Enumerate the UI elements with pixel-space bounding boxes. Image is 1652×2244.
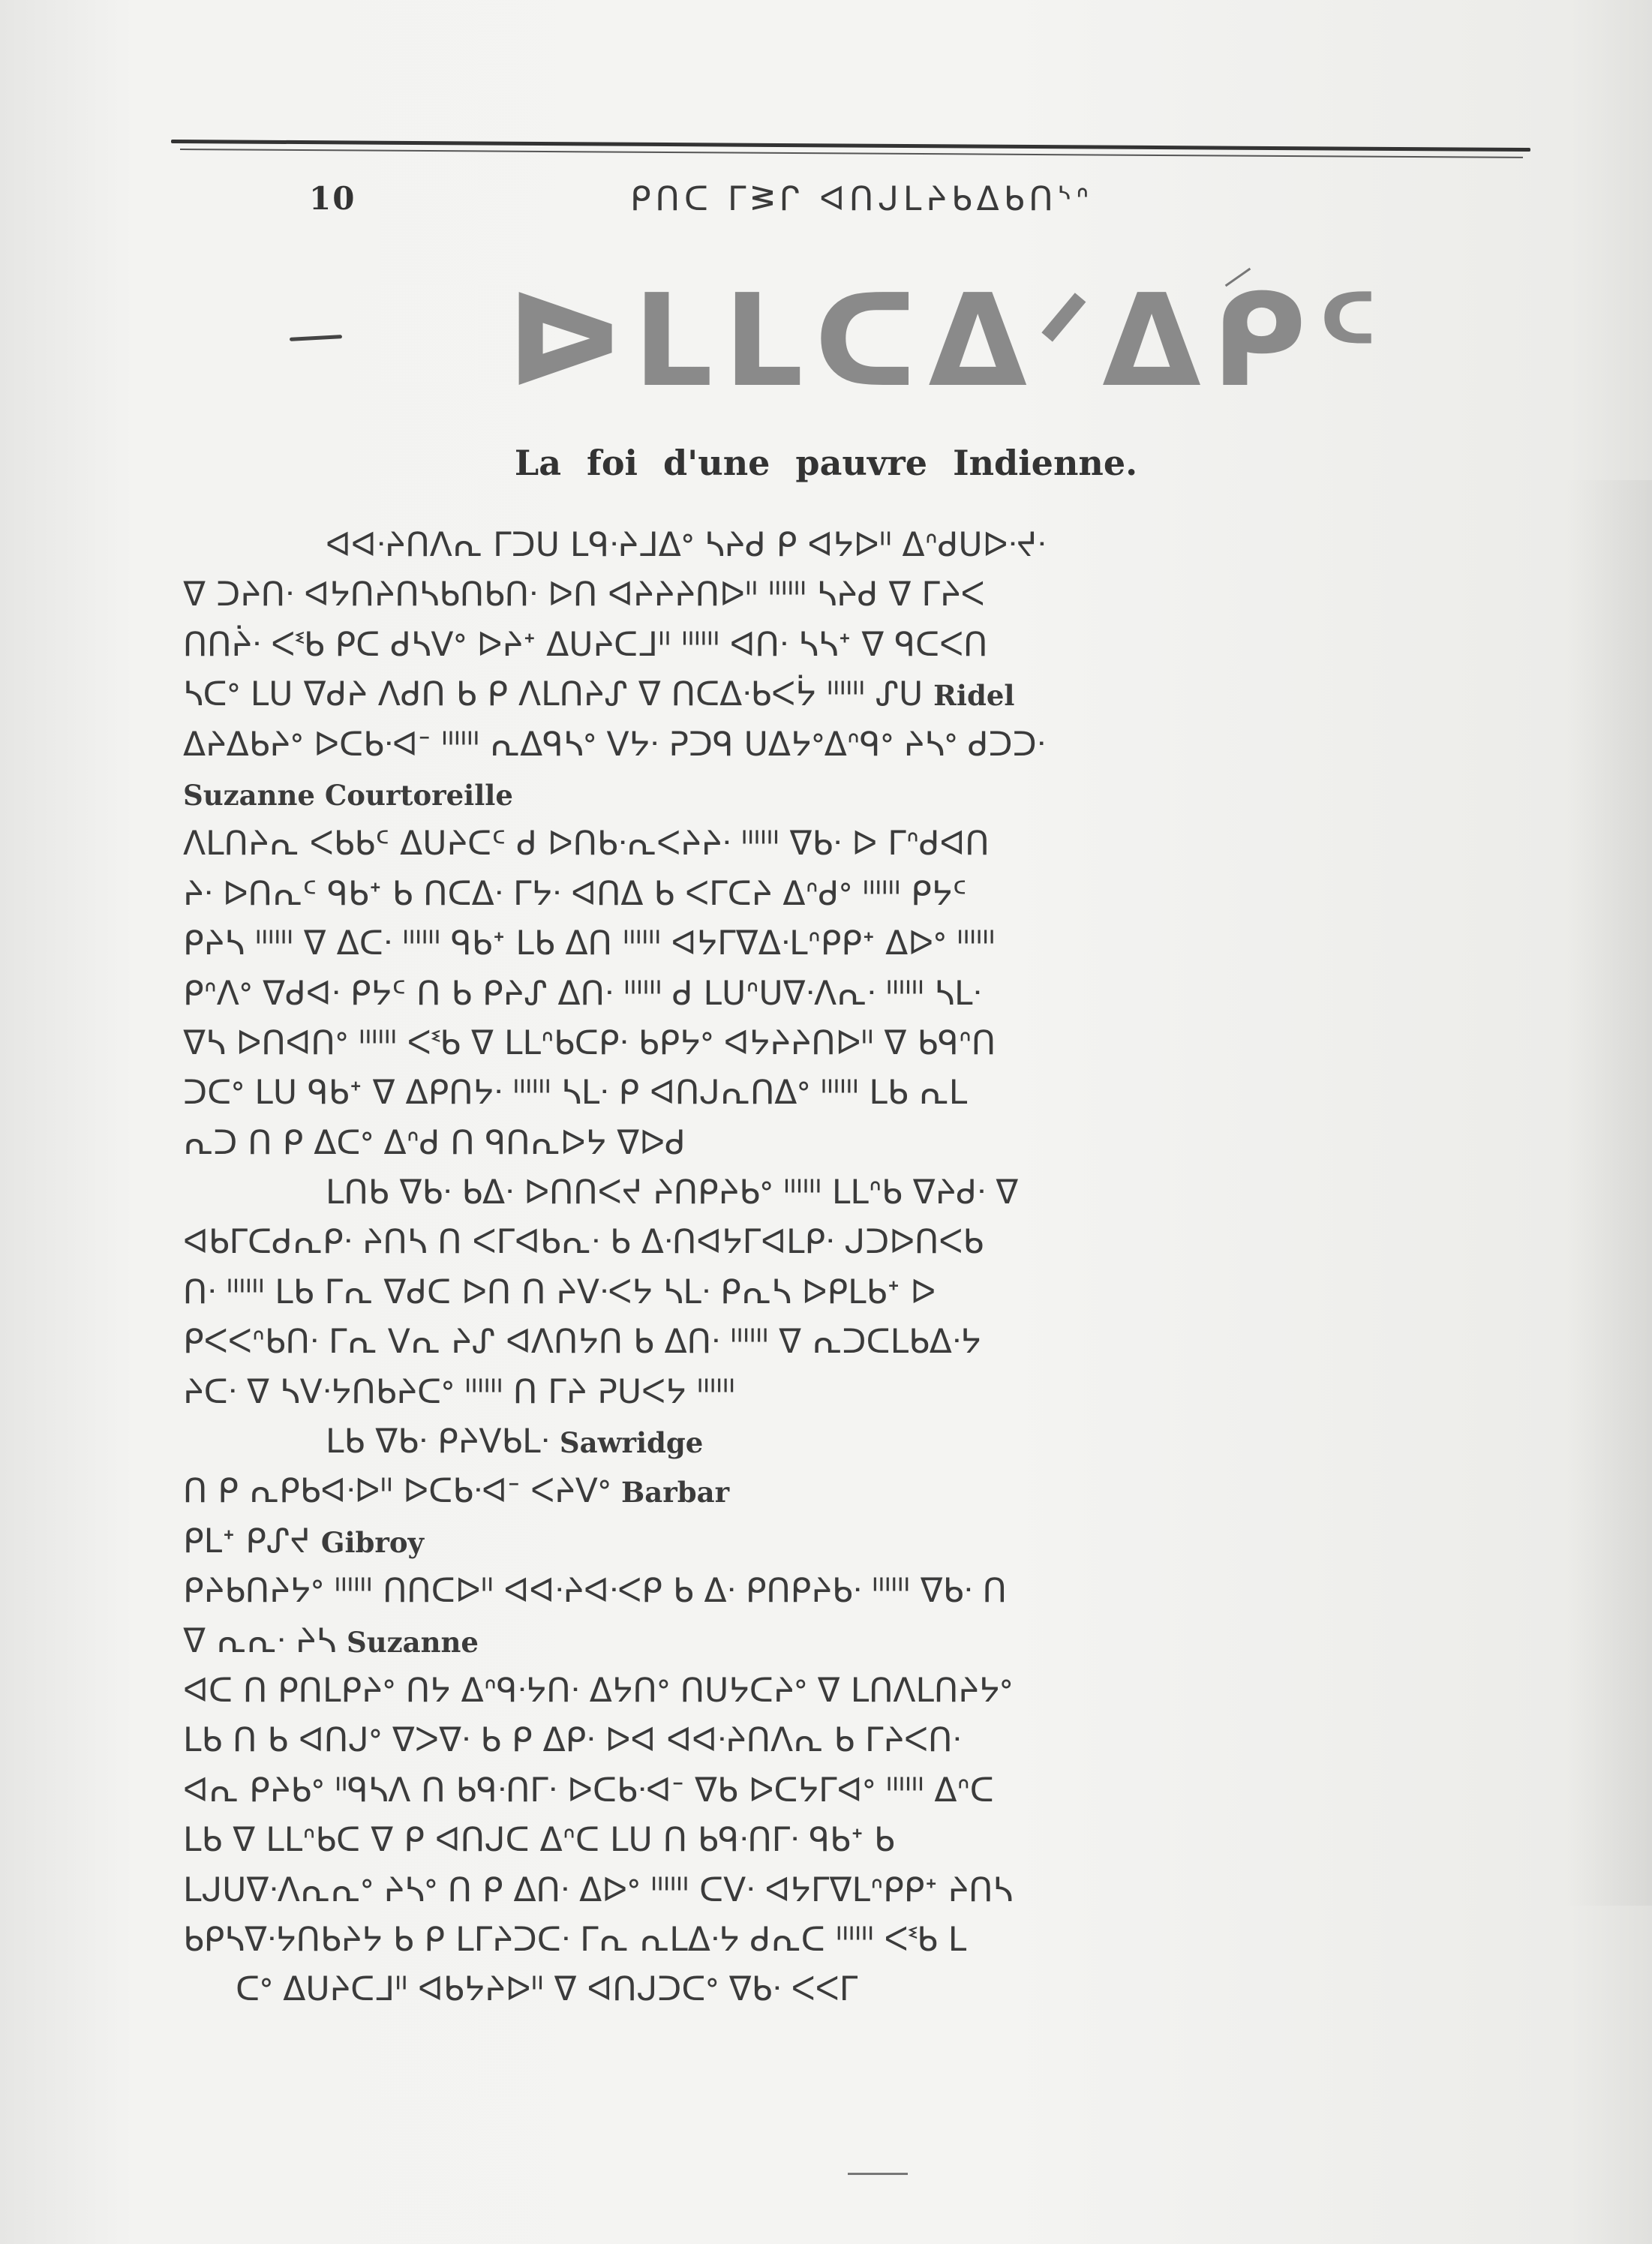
text-line [183, 670, 1563, 719]
syllabic-run: ᒪᑲ ᐁᑲᐧ ᑭᔨᐯᑲᒪᐧ [326, 1422, 549, 1461]
text-line: ᑲᑭᓴᐁᐧᔭᑎᑲᔨᔭ ᑲ ᑭ ᒪᒥᔨᑐᑕᐧ ᒥᕆ ᕆᒪᐃᐧᔭ ᑯᕆᑕ ᐦᐦᐦ ᐸᓫᑲ ᒪ [183, 1920, 967, 1959]
latin-name-suzanne: Suzanne [347, 1625, 479, 1659]
text-line: ᕆᑐ ᑎ ᑭ ᐃᑕᐤ ᐃᐢᑯ ᑎ ᑫᑎᕆᐅᔭ ᐁᐅᑯ [183, 1123, 686, 1162]
text-line: ᑭᐢᐱᐤ ᐁᑯᐊᐧ ᑭᔭᑦ ᑎ ᑲ ᑭᔨᔑ ᐃᑎᐧ ᐦᐦᐦ ᑯ ᒪᑌᐢᑌᐁᐧᐱᕆᐧ ᐦᐦᐦ ᓴᒪᐧ [183, 974, 981, 1013]
bleed-through-shadow [1562, 480, 1652, 1906]
body-text [183, 521, 1563, 2015]
chapter-subtitle: La foi d'une pauvre Indienne. [514, 443, 1138, 483]
text-line: ᑭᔨᑲᑎᔨᔭᐤ ᐦᐦᐦ ᑎᑎᑕᐅᐦ ᐊᐊᐧᔨᐊᐧᐸᑭ ᑲ ᐃᐧ ᑭᑎᑭᔨᑲᐧ ᐦᐦᐦ ᐁᑲᐧ ᑎ [183, 1572, 1007, 1611]
text-line: ᑎᐧ ᐦᐦᐦ ᒪᑲ ᒥᕆ ᐁᑯᑕ ᐅᑎ ᑎ ᔨᐯᐧᐸᔭ ᓴᒪᐧ ᑭᕆᓴ ᐅᑭᒪᑲᐩ ᐅ [183, 1272, 936, 1311]
text-line: ᐊᑲᒥᑕᑯᕆᑭᐧ ᔨᑎᓴ ᑎ ᐸᒥᐊᑲᕆᐧ ᑲ ᐃᐧᑎᐊᔭᒥᐊᒪᑭᐧ ᒍᑐᐅᑎᐸᑲ [183, 1223, 984, 1262]
text-line: ᑐᑕᐤ ᒪᑌ ᑫᑲᐩ ᐁ ᐃᑭᑎᔭᐧ ᐦᐦᐦ ᓴᒪᐧ ᑭ ᐊᑎᒍᕆᑎᐃᐤ ᐦᐦᐦ ᒪᑲ ᕆᒪ [183, 1074, 968, 1113]
text-line: ᑭᐸᐸᐢᑲᑎᐧ ᒥᕆ ᐯᕆ ᔨᔑ ᐊᐱᑎᔭᑎ ᑲ ᐃᑎᐧ ᐦᐦᐦ ᐁ ᕆᑐᑕᒪᑲᐃᐧᔭ [183, 1323, 981, 1362]
text-line: ᒪᒍᑌᐁᐧᐱᕆᕆᐤ ᔨᓴᐤ ᑎ ᑭ ᐃᑎᐧ ᐃᐅᐤ ᐦᐦᐦ ᑕᐯᐧ ᐊᔭᒥᐁᒪᐢᑭᑭᐩ ᔨᑎᓴ [183, 1870, 1013, 1909]
text-line: ᒪᑲ ᐁ ᒪᒪᐢᑲᑕ ᐁ ᑭ ᐊᑎᒍᑕ ᐃᐢᑕ ᒪᑌ ᑎ ᑲᑫᐧᑎᒥᐧ ᑫᑲᐩ ᑲ [183, 1821, 895, 1860]
text-line: ᒪᑲ ᑎ ᑲ ᐊᑎᒍᐤ ᐁᐳᐁᐧ ᑲ ᑭ ᐃᑭᐧ ᐅᐊ ᐊᐊᐧᔨᑎᐱᕆ ᑲ ᒥᔨᐸᑎᐧ [183, 1721, 961, 1760]
text-line: ᐃᔨᐃᑲᔨᐤ ᐅᑕᑲᐧᐊᐨ ᐦᐦᐦ ᕆᐃᑫᓴᐤ ᐯᔭᐧ ᕈᑐᑫ ᑌᐃᔭᐤᐃᐢᑫᐤ ᔨᓴᐤ ᑯᑐᑐᐧ [183, 725, 1046, 764]
text-line [183, 1467, 1563, 1516]
bottom-dash-mark [848, 2173, 908, 2175]
chapter-title: ᐅᒪᒪᑕᐃᐟᐃᑭᑦ [507, 267, 1389, 416]
syllabic-run: ᑎ ᑭ ᕆᑭᑲᐊᐧᐅᐦ ᐅᑕᑲᐧᐊᐨ ᐸᔨᐯᐤ [183, 1472, 611, 1511]
page-number: 10 [309, 180, 356, 217]
text-line: ᐱᒪᑎᔨᕆ ᐸᑲᑲᑦ ᐃᑌᔨᑕᑦ ᑯ ᐅᑎᑲᐧᕆᐸᔨᔨᐧ ᐦᐦᐦ ᐁᑲᐧ ᐅ ᒥᐢᑯᐊᑎ [183, 825, 990, 864]
text-line: ᐊᕆ ᑭᔨᑲᐤ ᐦᑫᓴᐱ ᑎ ᑲᑫᐧᑎᒥᐧ ᐅᑕᑲᐧᐊᐨ ᐁᑲ ᐅᑕᔭᒥᐊᐤ ᐦᐦᐦ ᐃᐢᑕ [183, 1771, 994, 1810]
text-line [183, 1417, 1563, 1467]
syllabic-run: ᐁ ᕆᕆᐧ ᔨᓴ [183, 1621, 337, 1660]
latin-name-sawridge: Sawridge [559, 1426, 704, 1460]
text-line [183, 1617, 1563, 1666]
text-line: ᑭᔨᓴ ᐦᐦᐦ ᐁ ᐃᑕᐧ ᐦᐦᐦ ᑫᑲᐩ ᒪᑲ ᐃᑎ ᐦᐦᐦ ᐊᔭᒥᐁᐃᐧᒪᐢᑭᑭᐩ ᐃᐅᐤ ᐦᐦᐦ [183, 924, 996, 963]
text-line: ᒪᑎᑲ ᐁᑲᐧ ᑲᐃᐧ ᐅᑎᑎᐸᔪ ᔨᑎᑭᔨᑲᐤ ᐦᐦᐦ ᒪᒪᐢᑲ ᐁᔨᑯᐧ ᐁ [326, 1173, 1019, 1212]
text-line: ᐊᑕ ᑎ ᑭᑎᒪᑭᔨᐤ ᑎᔭ ᐃᐢᑫᐧᔭᑎᐧ ᐃᔭᑎᐤ ᑎᑌᔭᑕᔨᐤ ᐁ ᒪᑎᐱᒪᑎᔨᔭᐤ [183, 1671, 1013, 1710]
text-line: ᐁᓴ ᐅᑎᐊᑎᐤ ᐦᐦᐦ ᐸᓫᑲ ᐁ ᒪᒪᐢᑲᑕᑭᐧ ᑲᑭᔭᐤ ᐊᔭᔨᔨᑎᐅᐦ ᐁ ᑲᑫᐢᑎ [183, 1023, 996, 1062]
syllabic-run: ᓴᑕᐤ ᒪᑌ ᐁᑯᔨ ᐱᑯᑎ ᑲ ᑭ ᐱᒪᑎᔨᔑ ᐁ ᑎᑕᐃᐧᑲᐸᔮ ᐦᐦᐦ ᔑᑌ [183, 675, 924, 714]
text-line: ᐁ ᑐᔨᑎᐧ ᐊᔭᑎᔨᑎᓴᑲᑎᑲᑎᐧ ᐅᑎ ᐊᔨᔨᔨᑎᐅᐦ ᐦᐦᐦ ᓴᔨᑯ ᐁ ᒥᔨᐸ [183, 575, 985, 614]
text-line: ᐊᐊᐧᔨᑎᐱᕆ ᒥᑐᑌ ᒪᑫᐧᔨᒧᐃᐤ ᓴᔨᑯ ᑭ ᐊᔭᐅᐦ ᐃᐢᑯᑌᐅᐧᔪᐧ [326, 526, 1046, 564]
running-head: ᑭᑎᑕ ᒥᕒᒋ ᐊᑎᒍᒪᔨᑲᐃᑲᑎᔅᐢ [630, 180, 1094, 218]
text-line [183, 770, 1563, 819]
text-line: ᑕᐤ ᐃᑌᔨᑕᒧᐦ ᐊᑲᔭᔨᐅᐦ ᐁ ᐊᑎᒍᑐᑕᐤ ᐁᑲᐧ ᐸᐸᒥ [236, 1970, 858, 2009]
latin-name-ridel: Ridel [933, 679, 1015, 713]
text-line [183, 1517, 1563, 1567]
text-line: ᑎᑎᔩᐧ ᐸᓫᑲ ᑭᑕ ᑯᓴᐯᐤ ᐅᔨᐩ ᐃᑌᔨᑕᒧᐦ ᐦᐦᐦ ᐊᑎᐧ ᓴᓴᐩ ᐁ ᑫᑕᐸᑎ [183, 625, 988, 664]
latin-name-suzanne-courtoreille: Suzanne Courtoreille [183, 778, 513, 812]
syllabic-run: ᑭᒪᐩ ᑭᔑᔪ [183, 1522, 311, 1561]
latin-name-gibroy: Gibroy [320, 1525, 425, 1559]
text-line: ᔨᐧ ᐅᑎᕆᑦ ᑫᑲᐩ ᑲ ᑎᑕᐃᐧ ᒥᔭᐧ ᐊᑎᐃ ᑲ ᐸᒥᑕᔨ ᐃᐢᑯᐤ ᐦᐦᐦ ᑭᔭᑦ [183, 874, 967, 913]
text-line: ᔨᑕᐧ ᐁ ᓴᐯᐧᔭᑎᑲᔨᑕᐤ ᐦᐦᐦ ᑎ ᒥᔨ ᕈᑌᐸᔭ ᐦᐦᐦ [183, 1372, 735, 1411]
latin-name-barbar: Barbar [620, 1476, 730, 1510]
